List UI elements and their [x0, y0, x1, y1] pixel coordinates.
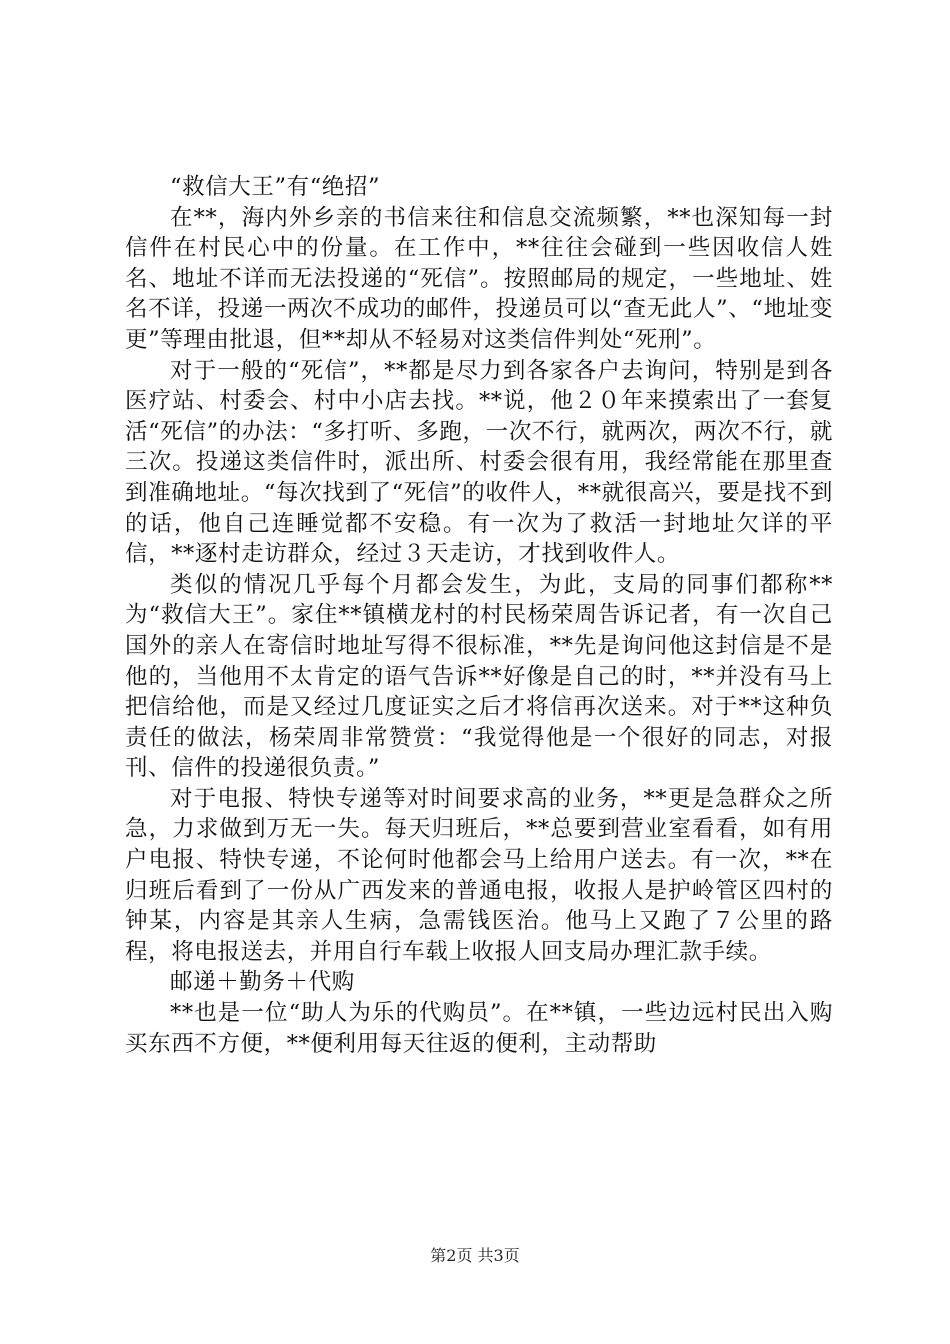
paragraph: 在**，海内外乡亲的书信来往和信息交流频繁，**也深知每一封信件在村民心中的份量。在工作中，**往往会碰到一些因收信人姓名、地址不详而无法投递的“死信”。按照邮局的规定，一些地址、姓名不详，投递一两次不成功的邮件，投递员可以“查无此人”、“地址变更”等理由批退，但**却从不轻易对这类信件判处“死刑”。 — [125, 204, 833, 353]
section-heading-postal-service: 邮递＋勤务＋代购 — [170, 969, 355, 996]
paragraph: 对于一般的“死信”，**都是尽力到各家各户去询问，特别是到各医疗站、村委会、村中小店去找。**说，他２０年来摸索出了一套复活“死信”的办法：“多打听、多跑，一次不行，就两次，两次不行，就三次。投递这类信件时，派出所、村委会很有用，我经常能在那里查到准确地址。“每次找到了“死信”的收件人，**就很高兴，要是找不到的话，他自己连睡觉都不安稳。有一次为了救活一封地址欠详的平信，**逐村走访群众，经过３天走访，才找到收件人。 — [125, 357, 833, 568]
section-heading-rescue-letters: “救信大王”有“绝招” — [170, 174, 381, 200]
page-number-footer: 第2页 共3页 — [430, 1246, 520, 1265]
paragraph: **也是一位“助人为乐的代购员”。在**镇，一些边远村民出入购买东西不方便，**便利用每天往返的便利，主动帮助 — [125, 1000, 833, 1057]
paragraph: 对于电报、特快专递等对时间要求高的业务，**更是急群众之所急，力求做到万无一失。每天归班后，**总要到营业室看看，如有用户电报、特快专递，不论何时他都会马上给用户送去。有一次，**在归班后看到了一份从广西发来的普通电报，收报人是护岭管区四村的钟某，内容是其亲人生病，急需钱医治。他马上又跑了７公里的路程，将电报送去，并用自行车载上收报人回支局办理汇款手续。 — [125, 785, 833, 965]
paragraph: 类似的情况几乎每个月都会发生，为此，支局的同事们都称**为“救信大王”。家住**镇横龙村的村民杨荣周告诉记者，有一次自己国外的亲人在寄信时地址写得不很标准，**先是询问他这封信是不是他的，当他用不太肯定的语气告诉**好像是自己的时，**并没有马上把信给他，而是又经过几度证实之后才将信再次送来。对于**这种负责任的做法，杨荣周非常赞赏：“我觉得他是一个很好的同志，对报刊、信件的投递很负责。” — [125, 571, 833, 782]
document-body — [125, 172, 833, 1059]
